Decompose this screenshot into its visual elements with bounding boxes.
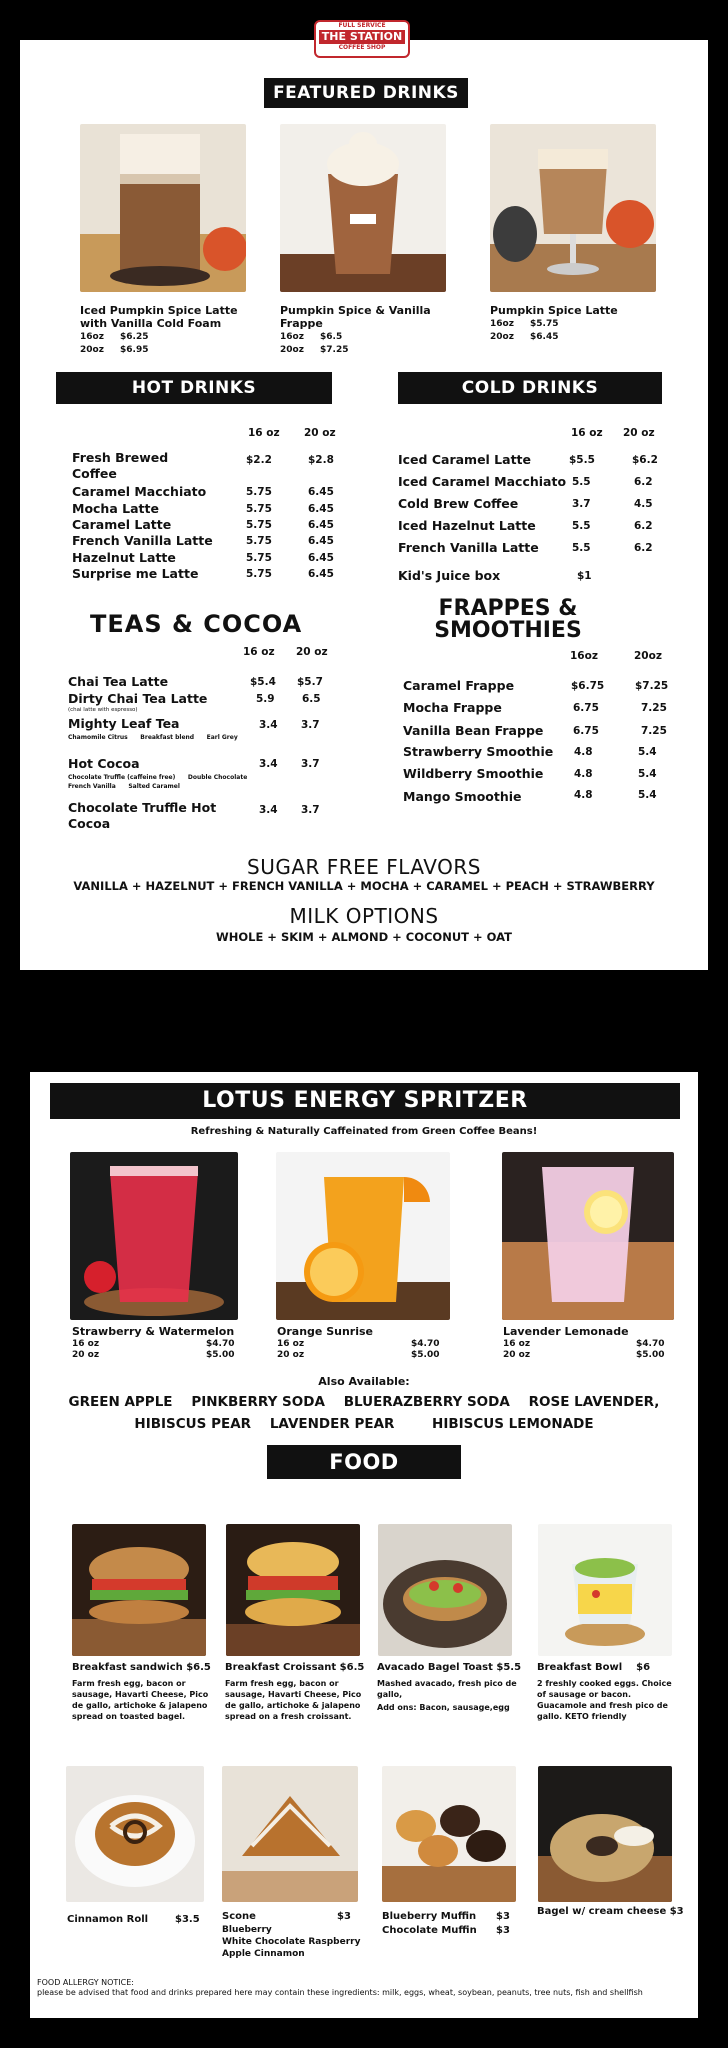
spritzer-item-price: $4.70 (636, 1339, 665, 1349)
cold-drinks-heading: COLD DRINKS (398, 372, 662, 404)
food-item-description: 2 freshly cooked eggs. Choice of sausage or bacon. Guacamole and fresh pico de gallo. KETO friendly (537, 1679, 672, 1721)
menu-item-price: 3.7 (301, 719, 320, 731)
menu-item-price: $5.4 (250, 676, 276, 688)
spritzer-item-size: 16 oz (277, 1339, 305, 1349)
featured-item-price: $6.95 (120, 345, 149, 355)
sugar-free-heading: SUGAR FREE FLAVORS (247, 855, 481, 879)
cold-header-20oz: 20 oz (623, 427, 655, 439)
hot-header-20oz: 20 oz (304, 427, 336, 439)
featured-item-price: $5.75 (530, 319, 559, 329)
food-item-price: $3 (496, 1911, 510, 1922)
menu-item-price: 6.2 (634, 520, 653, 532)
menu-item-name: Chocolate Truffle Hot Cocoa (68, 800, 217, 831)
food-item-name: Avacado Bagel Toast $5.5 (377, 1662, 522, 1673)
lotus-spritzer-heading: LOTUS ENERGY SPRITZER (50, 1083, 680, 1119)
menu-item-price: 5.75 (246, 535, 272, 547)
muffins-photo (382, 1766, 516, 1902)
menu-item-price: $7.25 (635, 680, 669, 692)
teas-cocoa-heading: TEAS & COCOA (90, 610, 303, 638)
menu-item-name: Kid's Juice box (398, 568, 501, 583)
menu-item-name: Caramel Macchiato (72, 484, 207, 499)
menu-item-price: 5.75 (246, 519, 272, 531)
frappes-list (403, 678, 683, 808)
spritzer-item-price: $4.70 (411, 1339, 440, 1349)
food-item-name: Cinnamon Roll (67, 1914, 149, 1925)
logo-bottom-text: COFFEE SHOP (338, 44, 386, 51)
food-item-price: $3 (337, 1911, 351, 1922)
food-item-description: Mashed avacado, fresh pico de gallo, (377, 1679, 517, 1699)
featured-item-size: 16oz (280, 332, 304, 342)
hot-header-16oz: 16 oz (248, 427, 280, 439)
teas-header-16oz: 16 oz (243, 646, 275, 658)
food-item-name: Breakfast Bowl $6 (537, 1662, 651, 1673)
menu-item-name: Surprise me Latte (72, 566, 199, 581)
frappes-heading-line1: FRAPPES & (438, 596, 578, 621)
food-item-price: $3 (496, 1925, 510, 1936)
strawberry-watermelon-photo (70, 1152, 238, 1320)
menu-item-price: 5.75 (246, 486, 272, 498)
orange-sunrise-photo (276, 1152, 450, 1320)
food-item-name: Breakfast sandwich $6.5 (72, 1662, 211, 1673)
scone-flavor: Apple Cinnamon (222, 1949, 305, 1959)
also-available-line2: HIBISCUS PEAR LAVENDER PEAR HIBISCUS LEMONADE (134, 1416, 594, 1432)
breakfast-croissant-photo (226, 1524, 360, 1656)
menu-item-price: 6.2 (634, 476, 653, 488)
featured-item-size: 16oz (490, 319, 514, 329)
featured-item-size: 20oz (490, 332, 514, 342)
lavender-lemonade-photo (502, 1152, 674, 1320)
cinnamon-roll-photo (66, 1766, 204, 1902)
featured-drinks-heading: FEATURED DRINKS (264, 78, 468, 108)
featured-item-name: Pumpkin Spice Latte (490, 304, 618, 317)
menu-item-name: Mocha Frappe (403, 700, 502, 715)
spritzer-item-name: Strawberry & Watermelon (72, 1325, 235, 1338)
menu-item-price: 3.7 (301, 804, 320, 816)
spritzer-item-size: 20 oz (72, 1350, 100, 1360)
cold-header-16oz: 16 oz (571, 427, 603, 439)
menu-item-name: Caramel Latte (72, 517, 172, 532)
food-item-addons: Add ons: Bacon, sausage,egg (377, 1703, 510, 1712)
cold-drinks-list (398, 452, 678, 592)
spritzer-item-size: 16 oz (72, 1339, 100, 1349)
menu-item-price: 4.8 (574, 768, 593, 780)
shop-logo (314, 20, 410, 58)
featured-item-price: $6.5 (320, 332, 343, 342)
menu-item-name: Iced Caramel Latte (398, 452, 532, 467)
menu-item-note: Chamomile Citrus Breakfast blend Earl Grey (68, 734, 238, 741)
menu-item-note: French Vanilla Salted Caramel (68, 783, 180, 790)
menu-item-name: Hazelnut Latte (72, 550, 176, 565)
menu-item-price: 7.25 (641, 702, 667, 714)
food-item-name: Breakfast Croissant $6.5 (225, 1662, 365, 1673)
menu-item-price: 4.8 (574, 746, 593, 758)
menu-item-name: Hot Cocoa (68, 756, 140, 771)
menu-item-name: Mighty Leaf Tea (68, 716, 180, 731)
featured-item-name: Iced Pumpkin Spice Latte with Vanilla Cold Foam (80, 304, 238, 330)
frappes-header-16oz: 16oz (570, 650, 598, 662)
menu-item-price: 6.45 (308, 519, 334, 531)
menu-item-name: Chai Tea Latte (68, 674, 169, 689)
featured-item-price: $7.25 (320, 345, 349, 355)
menu-item-name: Dirty Chai Tea Latte (68, 691, 208, 706)
featured-item-size: 20oz (80, 345, 104, 355)
logo-top-text: FULL SERVICE (338, 22, 386, 29)
frappes-heading-line2: SMOOTHIES (434, 618, 582, 643)
food-item-name: Chocolate Muffin (382, 1925, 477, 1936)
lotus-subtitle: Refreshing & Naturally Caffeinated from Green Coffee Beans! (190, 1126, 538, 1137)
featured-item-size: 20oz (280, 345, 304, 355)
avocado-bagel-toast-photo (378, 1524, 512, 1656)
spritzer-item-name: Lavender Lemonade (503, 1325, 629, 1338)
food-item-description: Farm fresh egg, bacon or sausage, Havarti Cheese, Pico de gallo, artichoke & jalapeno spread on a fresh croissant. (225, 1679, 362, 1721)
milk-options-list: WHOLE + SKIM + ALMOND + COCONUT + OAT (216, 930, 512, 944)
menu-item-note: (chai latte with espresso) (68, 707, 138, 713)
pumpkin-spice-latte-photo (490, 124, 656, 292)
menu-item-price: $2.8 (308, 454, 334, 466)
featured-item-name: Pumpkin Spice & Vanilla Frappe (280, 304, 431, 330)
menu-item-price: 5.4 (638, 746, 657, 758)
menu-item-price: 6.45 (308, 568, 334, 580)
spritzer-item-price: $5.00 (206, 1350, 235, 1360)
food-item-name: Bagel w/ cream cheese $3 (537, 1906, 684, 1917)
menu-item-price: 3.7 (572, 498, 591, 510)
menu-item-price: 5.5 (572, 520, 591, 532)
sugar-free-list: VANILLA + HAZELNUT + FRENCH VANILLA + MOCHA + CARAMEL + PEACH + STRAWBERRY (73, 879, 655, 893)
menu-item-name: Mocha Latte (72, 501, 159, 516)
teas-header-20oz: 20 oz (296, 646, 328, 658)
menu-item-price: 5.5 (572, 542, 591, 554)
spritzer-item-size: 20 oz (503, 1350, 531, 1360)
allergy-notice-text: please be advised that food and drinks prepared here may contain these ingredients: milk, eggs, wheat, soybean, peanuts, tree nuts, fish and shellfish (37, 1988, 643, 1997)
menu-item-price: $6.75 (571, 680, 605, 692)
menu-item-price: 4.5 (634, 498, 653, 510)
menu-item-price: 3.4 (259, 758, 278, 770)
frappes-heading (418, 598, 598, 642)
menu-item-name: Vanilla Bean Frappe (403, 723, 544, 738)
menu-item-name: Strawberry Smoothie (403, 744, 554, 759)
also-available-title: Also Available: (318, 1375, 410, 1388)
also-available-line1: GREEN APPLE PINKBERRY SODA BLUERAZBERRY SODA ROSE LAVENDER, (68, 1394, 660, 1410)
food-item-name: Scone (222, 1911, 256, 1922)
menu-item-price: 7.25 (641, 725, 667, 737)
menu-item-name: Caramel Frappe (403, 678, 515, 693)
hot-drinks-heading: HOT DRINKS (56, 372, 332, 404)
menu-item-price: 6.45 (308, 535, 334, 547)
menu-item-price: 6.45 (308, 552, 334, 564)
menu-item-name: French Vanilla Latte (398, 540, 539, 555)
menu-item-price: 4.8 (574, 789, 593, 801)
menu-item-price: 5.75 (246, 568, 272, 580)
featured-item-price: $6.45 (530, 332, 559, 342)
milk-options-heading: MILK OPTIONS (289, 904, 439, 928)
food-item-description: Farm fresh egg, bacon or sausage, Havarti Cheese, Pico de gallo, artichoke & jalapeno spread on toasted bagel. (72, 1679, 209, 1721)
menu-item-price: 5.5 (572, 476, 591, 488)
menu-item-price: $5.7 (297, 676, 323, 688)
menu-item-name: Cold Brew Coffee (398, 496, 519, 511)
menu-item-price: 5.75 (246, 552, 272, 564)
menu-item-price: $6.2 (632, 454, 658, 466)
menu-item-price: 5.75 (246, 503, 272, 515)
featured-item-size: 16oz (80, 332, 104, 342)
food-item-name: Blueberry Muffin (382, 1911, 477, 1922)
frappes-header-20oz: 20oz (634, 650, 662, 662)
menu-item-price: $2.2 (246, 454, 272, 466)
menu-item-name: Mango Smoothie (403, 789, 522, 804)
food-item-price: $3.5 (175, 1914, 200, 1925)
menu-item-price: 6.5 (302, 693, 321, 705)
bagel-cream-cheese-photo (538, 1766, 672, 1902)
menu-item-name: Fresh Brewed Coffee (72, 450, 169, 481)
spritzer-item-price: $4.70 (206, 1339, 235, 1349)
food-heading: FOOD (267, 1445, 461, 1479)
menu-item-price: 6.75 (573, 725, 599, 737)
scone-flavor: White Chocolate Raspberry (222, 1937, 361, 1947)
menu-item-price: 5.4 (638, 789, 657, 801)
menu-item-name: French Vanilla Latte (72, 533, 213, 548)
menu-item-price: 6.45 (308, 503, 334, 515)
spritzer-item-price: $5.00 (636, 1350, 665, 1360)
spritzer-item-size: 16 oz (503, 1339, 531, 1349)
spritzer-item-name: Orange Sunrise (277, 1325, 373, 1338)
menu-item-price: 3.4 (259, 719, 278, 731)
scone-flavor: Blueberry (222, 1925, 272, 1935)
menu-item-price: 3.4 (259, 804, 278, 816)
featured-item-price: $6.25 (120, 332, 149, 342)
menu-item-price: 5.9 (256, 693, 275, 705)
logo-name-text: THE STATION (319, 30, 405, 44)
breakfast-sandwich-photo (72, 1524, 206, 1656)
menu-item-price: 6.75 (573, 702, 599, 714)
scone-photo (222, 1766, 358, 1902)
menu-item-name: Iced Hazelnut Latte (398, 518, 536, 533)
spritzer-item-price: $5.00 (411, 1350, 440, 1360)
pumpkin-frappe-photo (280, 124, 446, 292)
menu-item-price: 3.7 (301, 758, 320, 770)
spritzer-item-size: 20 oz (277, 1350, 305, 1360)
menu-item-price: $5.5 (569, 454, 595, 466)
iced-pumpkin-latte-photo (80, 124, 246, 292)
breakfast-bowl-photo (538, 1524, 672, 1656)
menu-item-price: 6.45 (308, 486, 334, 498)
allergy-notice-title: FOOD ALLERGY NOTICE: (37, 1978, 134, 1987)
menu-item-price: 6.2 (634, 542, 653, 554)
menu-item-name: Wildberry Smoothie (403, 766, 544, 781)
menu-item-price: $1 (577, 570, 592, 582)
menu-item-note: Chocolate Truffle (caffeine free) Double Chocolate (68, 774, 248, 781)
menu-item-price: 5.4 (638, 768, 657, 780)
hot-drinks-list (72, 450, 352, 590)
menu-item-name: Iced Caramel Macchiato (398, 474, 567, 489)
teas-list (68, 674, 348, 834)
